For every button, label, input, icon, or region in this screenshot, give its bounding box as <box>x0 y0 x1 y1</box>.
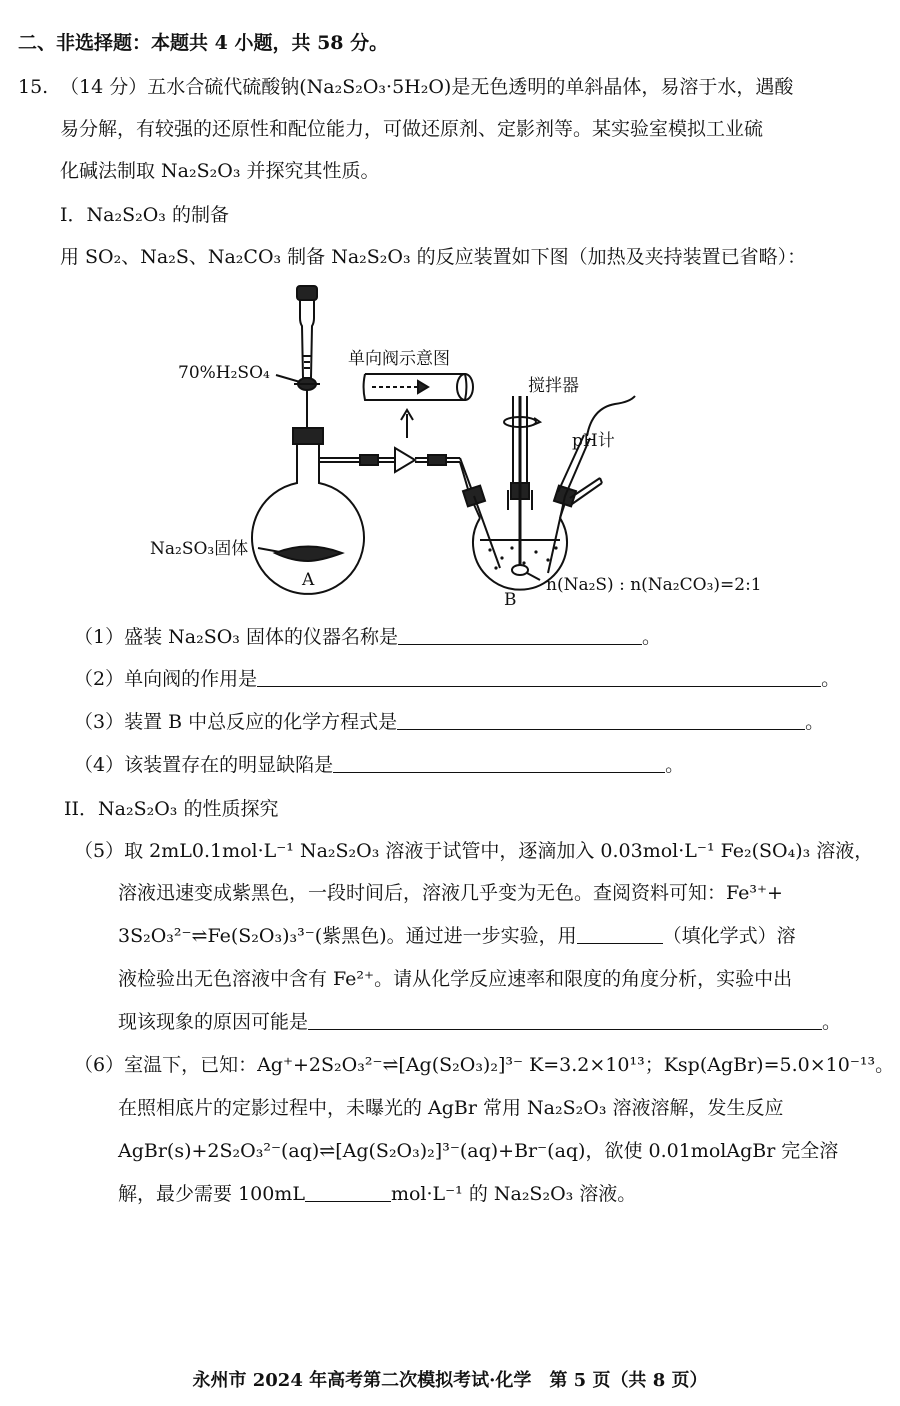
label-ph-meter: pH计 <box>572 431 615 451</box>
answer-blank-1[interactable] <box>398 626 642 645</box>
subquestion-5-line-3: 3S₂O₃²⁻⇌Fe(S₂O₃)₃³⁻(紫黑色)。通过进一步实验，用 （填化学式）溶 <box>118 925 796 947</box>
label-h2so4: 70%H₂SO₄ <box>178 363 270 383</box>
na2so3-solid <box>275 547 342 562</box>
part1-title: Ⅰ．Na₂S₂O₃ 的制备 <box>60 204 229 226</box>
answer-blank-6[interactable] <box>305 1183 391 1202</box>
answer-blank-5a[interactable] <box>577 925 663 944</box>
label-na2so3-solid: Na₂SO₃固体 <box>150 539 249 559</box>
label-flask-b: B <box>504 590 517 610</box>
subquestion-5-line-4: 液检验出无色溶液中含有 Fe²⁺。请从化学反应速率和限度的角度分析，实验中出 <box>118 968 793 990</box>
subquestion-6-line-4: 解，最少需要 100mL mol·L⁻¹ 的 Na₂S₂O₃ 溶液。 <box>118 1183 637 1205</box>
answer-blank-2[interactable] <box>257 668 821 687</box>
label-stirrer: 搅拌器 <box>528 376 579 396</box>
answer-blank-5b[interactable] <box>308 1011 822 1030</box>
funnel-stopper <box>297 286 317 300</box>
subquestion-5-line-2: 溶液迅速变成紫黑色，一段时间后，溶液几乎变为无色。查阅资料可知：Fe³⁺+ <box>118 882 783 904</box>
subquestion-1: （1）盛装 Na₂SO₃ 固体的仪器名称是 。 <box>74 626 661 648</box>
answer-blank-3[interactable] <box>397 711 805 730</box>
part1-description: 用 SO₂、Na₂S、Na₂CO₃ 制备 Na₂S₂O₃ 的反应装置如下图（加热及夹持装置已省略）： <box>60 246 807 268</box>
ph-meter-wire <box>587 396 635 436</box>
subquestion-6-line-2: 在照相底片的定影过程中，未曝光的 AgBr 常用 Na₂S₂O₃ 溶液溶解，发生反应 <box>118 1097 784 1119</box>
subquestion-6-line-3: AgBr(s)+2S₂O₃²⁻(aq)⇌[Ag(S₂O₃)₂]³⁻(aq)+Br⁻(aq)，欲使 0.01molAgBr 完全溶 <box>118 1140 839 1162</box>
label-flask-a: A <box>302 570 315 590</box>
subquestion-3: （3）装置 B 中总反应的化学方程式是 。 <box>74 711 825 733</box>
part2-title: II．Na₂S₂O₃ 的性质探究 <box>64 798 279 820</box>
page-footer: 永州市 2024 年高考第二次模拟考试·化学 第 5 页（共 8 页） <box>192 1370 708 1391</box>
one-way-valve <box>395 448 415 472</box>
question-number: 15. <box>18 76 49 98</box>
section-header: 二、非选择题：本题共 4 小题，共 58 分。 <box>18 32 389 54</box>
subquestion-4: （4）该装置存在的明显缺陷是 。 <box>74 754 685 776</box>
answer-blank-4[interactable] <box>333 754 665 773</box>
separatory-funnel <box>300 300 314 378</box>
subquestion-5-line-1: （5）取 2mL0.1mol·L⁻¹ Na₂S₂O₃ 溶液于试管中，逐滴加入 0.03mol·L⁻¹ Fe₂(SO₄)₃ 溶液， <box>74 840 874 862</box>
apparatus-diagram <box>150 278 820 613</box>
label-ratio: n(Na₂S) : n(Na₂CO₃)=2:1 <box>546 575 762 595</box>
q15-intro-line-3: 化碱法制取 Na₂S₂O₃ 并探究其性质。 <box>60 160 380 182</box>
subquestion-2: （2）单向阀的作用是 。 <box>74 668 841 690</box>
flask-a-stopper <box>293 428 323 444</box>
q15-intro-line-1: （14 分）五水合硫代硫酸钠(Na₂S₂O₃·5H₂O)是无色透明的单斜晶体，易溶于水，遇酸 <box>60 76 794 98</box>
q15-intro-line-2: 易分解，有较强的还原性和配位能力，可做还原剂、定影剂等。某实验室模拟工业硫 <box>60 118 764 140</box>
subquestion-5-line-5: 现该现象的原因可能是 。 <box>118 1011 842 1033</box>
label-valve-schematic: 单向阀示意图 <box>348 349 450 369</box>
subquestion-6-line-1: （6）室温下，已知：Ag⁺+2S₂O₃²⁻⇌[Ag(S₂O₃)₂]³⁻ K=3.2×10¹³；Ksp(AgBr)=5.0×10⁻¹³。 <box>74 1054 895 1076</box>
